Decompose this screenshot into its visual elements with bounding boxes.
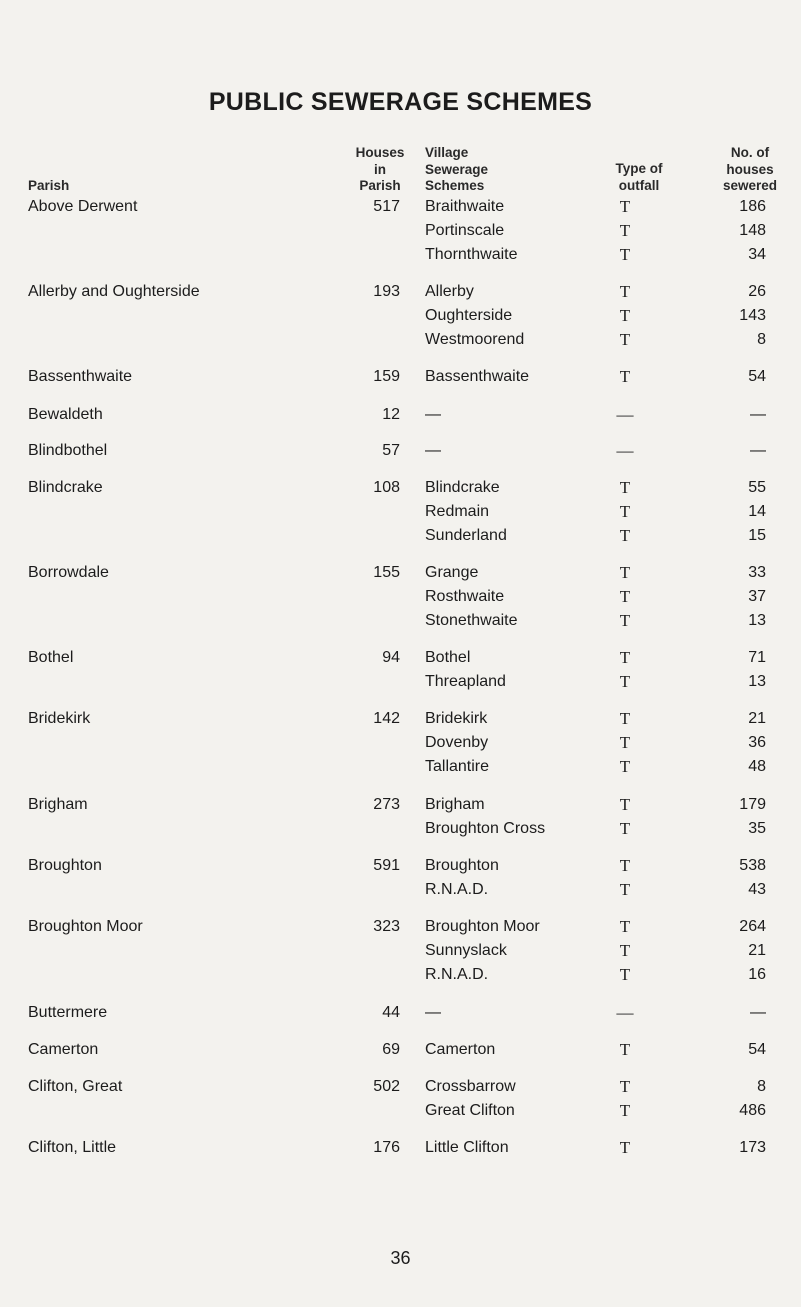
- outfall-type-cell: T: [619, 502, 631, 521]
- table-row: [0, 1099, 801, 1123]
- houses-sewered-cell: 179: [739, 796, 766, 813]
- houses-sewered-cell: 21: [748, 942, 766, 959]
- houses-cell: 193: [373, 283, 400, 300]
- houses-cell: 176: [373, 1139, 400, 1156]
- outfall-type-cell: T: [619, 941, 631, 960]
- outfall-type-cell: —: [616, 1003, 634, 1022]
- outfall-type-cell: T: [619, 306, 631, 325]
- outfall-type-cell: T: [619, 1138, 631, 1157]
- table-row: [0, 365, 801, 389]
- houses-cell: 69: [382, 1041, 400, 1058]
- parish-cell: Blindbothel: [28, 442, 108, 459]
- scheme-cell: Broughton Moor: [425, 918, 540, 935]
- table-row: [0, 304, 801, 328]
- table-row: [0, 963, 801, 987]
- outfall-type-cell: T: [619, 1077, 631, 1096]
- table-row: [0, 280, 801, 304]
- parish-cell: Buttermere: [28, 1004, 108, 1021]
- scheme-cell: Crossbarrow: [425, 1078, 516, 1095]
- scheme-cell: Braithwaite: [425, 198, 505, 215]
- scheme-cell: Westmoorend: [425, 331, 525, 348]
- table-row: [0, 707, 801, 731]
- header-type-of-outfall: Type of outfall: [615, 161, 663, 193]
- parish-cell: Bewaldeth: [28, 406, 103, 423]
- table-row: [0, 854, 801, 878]
- table-row: [0, 1038, 801, 1062]
- page-title: PUBLIC SEWERAGE SCHEMES: [208, 88, 593, 116]
- scheme-cell: R.N.A.D.: [425, 966, 489, 983]
- table-row: [0, 1136, 801, 1160]
- table-row: [0, 755, 801, 779]
- houses-sewered-cell: 13: [748, 612, 766, 629]
- houses-sewered-cell: 186: [739, 198, 766, 215]
- outfall-type-cell: T: [619, 367, 631, 386]
- table-row: [0, 561, 801, 585]
- scheme-cell: Blindcrake: [425, 479, 500, 496]
- houses-sewered-cell: 16: [748, 966, 766, 983]
- scheme-cell: Bothel: [425, 649, 471, 666]
- parish-cell: Allerby and Oughterside: [28, 283, 200, 300]
- table-row: [0, 646, 801, 670]
- table-row: [0, 219, 801, 243]
- scheme-cell: Little Clifton: [425, 1139, 509, 1156]
- table-row: [0, 731, 801, 755]
- scheme-cell: Portinscale: [425, 222, 505, 239]
- houses-sewered-cell: 71: [748, 649, 766, 666]
- parish-cell: Blindcrake: [28, 479, 103, 496]
- houses-cell: 108: [373, 479, 400, 496]
- table-row: [0, 1001, 801, 1025]
- table-row: [0, 817, 801, 841]
- outfall-type-cell: T: [619, 478, 631, 497]
- outfall-type-cell: T: [619, 733, 631, 752]
- houses-sewered-cell: —: [750, 406, 766, 423]
- houses-sewered-cell: 8: [757, 1078, 766, 1095]
- table-row: [0, 524, 801, 548]
- scheme-cell: Threapland: [425, 673, 506, 690]
- outfall-type-cell: T: [619, 221, 631, 240]
- header-village-sewerage-schemes: Village Sewerage Schemes: [425, 145, 489, 193]
- table-row: [0, 476, 801, 500]
- houses-sewered-cell: 35: [748, 820, 766, 837]
- houses-sewered-cell: —: [750, 442, 766, 459]
- houses-sewered-cell: 55: [748, 479, 766, 496]
- houses-sewered-cell: 14: [748, 503, 766, 520]
- houses-sewered-cell: 26: [748, 283, 766, 300]
- table-row: [0, 195, 801, 219]
- table-row: [0, 585, 801, 609]
- page-number: 36: [390, 1248, 411, 1268]
- houses-cell: 159: [373, 368, 400, 385]
- header-houses-sewered: No. of houses sewered: [722, 145, 778, 193]
- houses-sewered-cell: 148: [739, 222, 766, 239]
- houses-cell: 12: [382, 406, 400, 423]
- outfall-type-cell: T: [619, 197, 631, 216]
- houses-sewered-cell: —: [750, 1004, 766, 1021]
- outfall-type-cell: T: [619, 330, 631, 349]
- scheme-cell: Bridekirk: [425, 710, 488, 727]
- table-row: [0, 609, 801, 633]
- parish-cell: Bridekirk: [28, 710, 91, 727]
- houses-sewered-cell: 54: [748, 1041, 766, 1058]
- scheme-cell: Bassenthwaite: [425, 368, 530, 385]
- header-parish: Parish: [28, 178, 70, 193]
- houses-cell: 273: [373, 796, 400, 813]
- scheme-cell: Grange: [425, 564, 479, 581]
- table-row: [0, 793, 801, 817]
- houses-sewered-cell: 36: [748, 734, 766, 751]
- parish-cell: Broughton: [28, 857, 102, 874]
- houses-cell: 94: [382, 649, 400, 666]
- houses-cell: 57: [382, 442, 400, 459]
- scheme-cell: Oughterside: [425, 307, 513, 324]
- parish-cell: Bassenthwaite: [28, 368, 133, 385]
- scheme-cell: Rosthwaite: [425, 588, 505, 605]
- parish-cell: Camerton: [28, 1041, 99, 1058]
- houses-cell: 517: [373, 198, 400, 215]
- houses-sewered-cell: 37: [748, 588, 766, 605]
- scheme-cell: Redmain: [425, 503, 490, 520]
- outfall-type-cell: T: [619, 856, 631, 875]
- table-row: [0, 1075, 801, 1099]
- houses-sewered-cell: 143: [739, 307, 766, 324]
- outfall-type-cell: T: [619, 587, 631, 606]
- outfall-type-cell: —: [616, 405, 634, 424]
- houses-cell: 44: [382, 1004, 400, 1021]
- houses-sewered-cell: 21: [748, 710, 766, 727]
- scheme-cell: Brigham: [425, 796, 485, 813]
- parish-cell: Borrowdale: [28, 564, 109, 581]
- outfall-type-cell: T: [619, 709, 631, 728]
- scheme-cell: Tallantire: [425, 758, 490, 775]
- parish-cell: Broughton Moor: [28, 918, 143, 935]
- houses-sewered-cell: 8: [757, 331, 766, 348]
- scheme-cell: Allerby: [425, 283, 474, 300]
- outfall-type-cell: T: [619, 245, 631, 264]
- houses-cell: 142: [373, 710, 400, 727]
- outfall-type-cell: T: [619, 672, 631, 691]
- scheme-cell: Camerton: [425, 1041, 496, 1058]
- scheme-cell: Sunnyslack: [425, 942, 507, 959]
- table-row: [0, 403, 801, 427]
- houses-cell: 502: [373, 1078, 400, 1095]
- houses-sewered-cell: 48: [748, 758, 766, 775]
- houses-sewered-cell: 173: [739, 1139, 766, 1156]
- outfall-type-cell: T: [619, 819, 631, 838]
- outfall-type-cell: T: [619, 795, 631, 814]
- scheme-cell: —: [425, 442, 441, 459]
- outfall-type-cell: T: [619, 917, 631, 936]
- parish-cell: Clifton, Little: [28, 1139, 117, 1156]
- houses-cell: 591: [373, 857, 400, 874]
- outfall-type-cell: T: [619, 563, 631, 582]
- table-row: [0, 670, 801, 694]
- scheme-cell: Broughton Cross: [425, 820, 546, 837]
- houses-cell: 323: [373, 918, 400, 935]
- parish-cell: Brigham: [28, 796, 88, 813]
- outfall-type-cell: T: [619, 648, 631, 667]
- table-row: [0, 939, 801, 963]
- outfall-type-cell: T: [619, 1101, 631, 1120]
- scheme-cell: —: [425, 406, 441, 423]
- table-row: [0, 328, 801, 352]
- scheme-cell: Sunderland: [425, 527, 507, 544]
- parish-cell: Bothel: [28, 649, 74, 666]
- header-houses-in-parish: Houses in Parish: [355, 145, 405, 193]
- parish-cell: Clifton, Great: [28, 1078, 123, 1095]
- table-row: [0, 878, 801, 902]
- houses-sewered-cell: 33: [748, 564, 766, 581]
- outfall-type-cell: T: [619, 526, 631, 545]
- table-row: [0, 500, 801, 524]
- houses-sewered-cell: 43: [748, 881, 766, 898]
- outfall-type-cell: T: [619, 757, 631, 776]
- houses-sewered-cell: 15: [748, 527, 766, 544]
- houses-sewered-cell: 34: [748, 246, 766, 263]
- scheme-cell: —: [425, 1004, 441, 1021]
- scheme-cell: Dovenby: [425, 734, 489, 751]
- houses-sewered-cell: 13: [748, 673, 766, 690]
- outfall-type-cell: T: [619, 880, 631, 899]
- scheme-cell: Broughton: [425, 857, 499, 874]
- scheme-cell: Great Clifton: [425, 1102, 515, 1119]
- houses-sewered-cell: 538: [739, 857, 766, 874]
- houses-sewered-cell: 264: [739, 918, 766, 935]
- table-row: [0, 439, 801, 463]
- houses-cell: 155: [373, 564, 400, 581]
- houses-sewered-cell: 54: [748, 368, 766, 385]
- table-row: [0, 915, 801, 939]
- parish-cell: Above Derwent: [28, 198, 138, 215]
- table-row: [0, 243, 801, 267]
- outfall-type-cell: —: [616, 441, 634, 460]
- houses-sewered-cell: 486: [739, 1102, 766, 1119]
- scheme-cell: Thornthwaite: [425, 246, 518, 263]
- outfall-type-cell: T: [619, 1040, 631, 1059]
- outfall-type-cell: T: [619, 965, 631, 984]
- outfall-type-cell: T: [619, 611, 631, 630]
- scheme-cell: R.N.A.D.: [425, 881, 489, 898]
- scheme-cell: Stonethwaite: [425, 612, 518, 629]
- outfall-type-cell: T: [619, 282, 631, 301]
